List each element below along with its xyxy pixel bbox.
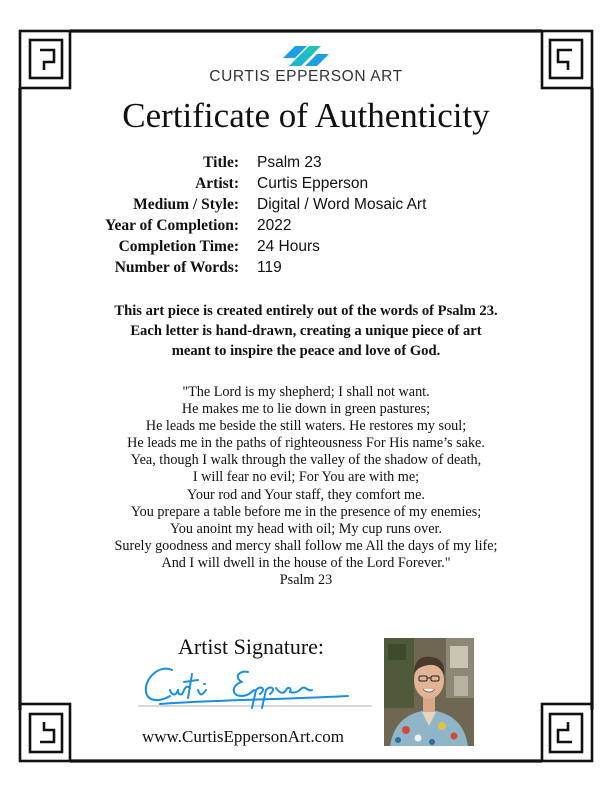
- psalm-line: "The Lord is my shepherd; I shall not want.: [182, 384, 430, 400]
- website-url[interactable]: www.CurtisEppersonArt.com: [142, 727, 344, 746]
- psalm-line: You anoint my head with oil; My cup runs over.: [169, 520, 443, 537]
- signature-label: Artist Signature:: [178, 634, 325, 659]
- detail-row-artist: [0, 175, 612, 196]
- detail-label: Medium / Style:: [133, 196, 239, 213]
- certificate-title: Certificate of Authenticity: [122, 96, 490, 135]
- artist-photo: [384, 638, 474, 746]
- detail-value: 2022: [257, 217, 292, 234]
- psalm-line: I will fear no evil; For You are with me;: [192, 469, 420, 486]
- detail-value: Psalm 23: [257, 154, 322, 171]
- statement-line: This art piece is created entirely out of the words of Psalm 23.: [114, 303, 498, 319]
- detail-row-word-count: [0, 259, 612, 280]
- brand-logo: [0, 40, 612, 86]
- detail-value: 24 Hours: [257, 238, 320, 255]
- psalm-line: He leads me in the paths of righteousness For His name’s sake.: [127, 435, 485, 452]
- detail-row-completion-time: [0, 238, 612, 259]
- psalm-line: He leads me beside the still waters. He restores my soul;: [145, 418, 467, 435]
- brand-name: CURTIS EPPERSON ART: [209, 68, 403, 85]
- detail-value: Curtis Epperson: [257, 175, 369, 192]
- detail-row-medium: [0, 196, 612, 217]
- psalm-line: Surely goodness and mercy shall follow me All the days of my life;: [114, 537, 498, 554]
- brand-logo-icon: [279, 40, 333, 70]
- detail-row-title: [0, 154, 612, 175]
- psalm-line: Yea, though I walk through the valley of the shadow of death,: [130, 452, 482, 469]
- detail-label: Artist:: [195, 175, 239, 192]
- psalm-text: [0, 384, 612, 589]
- psalm-line: Your rod and Your staff, they comfort me.: [187, 486, 425, 503]
- artwork-statement: [0, 301, 612, 361]
- statement-line: meant to inspire the peace and love of God.: [171, 343, 441, 359]
- psalm-line: And I will dwell in the house of the Lord Forever.": [161, 554, 451, 571]
- psalm-line: He makes me to lie down in green pastures;: [181, 401, 431, 418]
- detail-label: Completion Time:: [118, 238, 239, 255]
- detail-row-year: [0, 217, 612, 238]
- corner-ornament-bottom-left: [20, 704, 70, 761]
- corner-ornament-bottom-right: [542, 704, 592, 761]
- detail-value: Digital / Word Mosaic Art: [257, 196, 427, 213]
- detail-label: Title:: [203, 154, 239, 171]
- detail-label: Year of Completion:: [104, 217, 239, 234]
- detail-label: Number of Words:: [114, 259, 239, 276]
- detail-value: 119: [257, 259, 282, 276]
- psalm-line: You prepare a table before me in the presence of my enemies;: [130, 503, 482, 520]
- artist-signature: [130, 660, 380, 718]
- psalm-reference: Psalm 23: [279, 572, 333, 589]
- statement-line: Each letter is hand-drawn, creating a unique piece of art: [130, 323, 482, 339]
